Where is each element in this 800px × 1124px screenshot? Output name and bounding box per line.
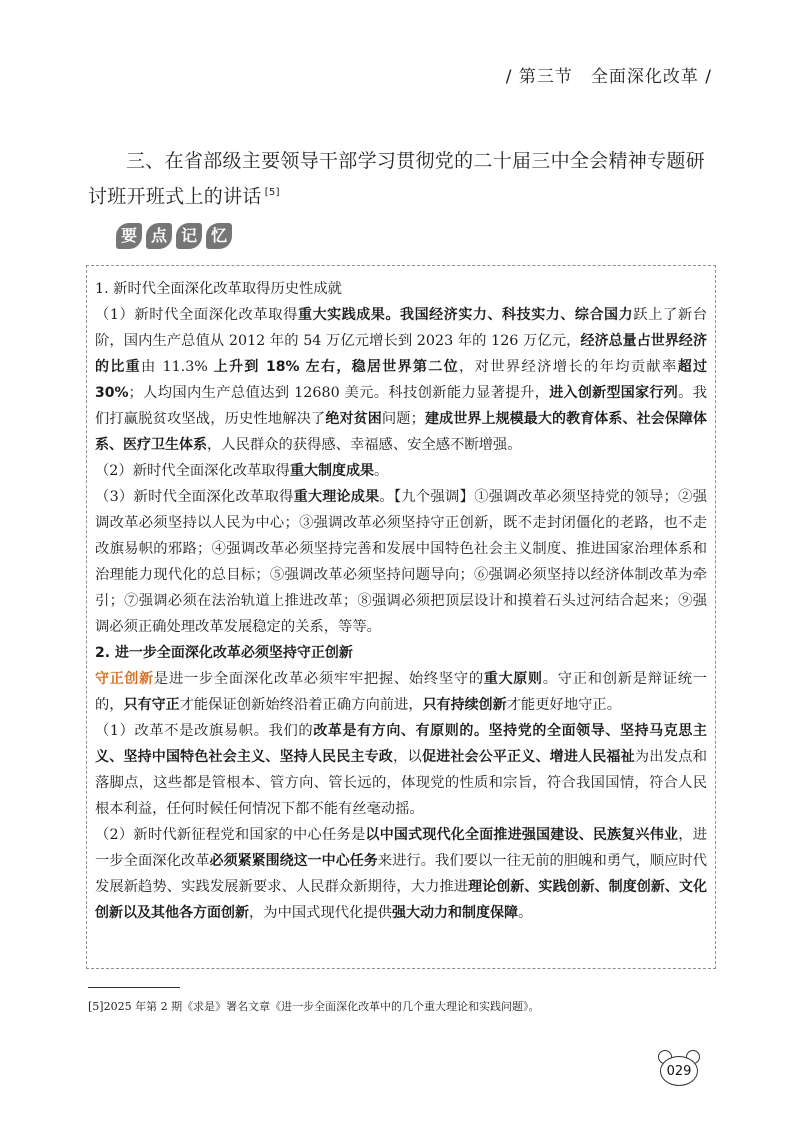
key-points-box (86, 265, 716, 969)
section-title (88, 146, 714, 212)
section-title-text: 三、在省部级主要领导干部学习贯彻党的二十届三中全会精神专题研讨班开班式上的讲话 (88, 150, 706, 208)
paragraph-1-3: （3）新时代全面深化改革取得重大理论成果。【九个强调】①强调改革必须坚持党的领导；②强调改革必须坚持以人民为中心；③强调改革必须坚持守正创新，既不走封闭僵化的老路，也不走改旗易帜的邪路；④强调改革必须坚持完善和发展中国特色社会主义制度、推进国家治理体系和治理能力现代化的总目标；⑤强调改革必须坚持问题导向；⑥强调必须坚持以经济体制改革为牵引；⑦强调必须在法治轨道上推进改革；⑧强调必须把顶层设计和摸着石头过河结合起来；⑨强调必须正确处理改革发展稳定的关系，等等。 (95, 489, 707, 635)
footnote: [5]2025 年第 2 期《求是》署名文章《进一步全面深化改革中的几个重大理论和实践问题》。 (88, 1000, 540, 1013)
badge-char: 要 (116, 223, 142, 249)
running-header: / 第三节 全面深化改革 / (505, 67, 712, 87)
heading-1: 1. 新时代全面深化改革取得历史性成就 (95, 281, 342, 297)
page-number-badge (658, 1050, 700, 1088)
paragraph-2-1: （1）改革不是改旗易帜。我们的改革是有方向、有原则的。坚持党的全面领导、坚持马克思主义、坚持中国特色社会主义、坚持人民民主专政，以促进社会公平正义、增进人民福祉为出发点和落脚点，这些都是管根本、管方向、管长远的，体现党的性质和宗旨，符合我国国情，符合人民根本利益，任何时候任何情况下都不能有丝毫动摇。 (95, 723, 708, 817)
paragraph-2-intro: 守正创新是进一步全面深化改革必须牢牢把握、始终坚守的重大原则。守正和创新是辩证统一的，只有守正才能保证创新始终沿着正确方向前进，只有持续创新才能更好地守正。 (95, 671, 708, 713)
paragraph-1-2: （2）新时代全面深化改革取得重大制度成果。 (95, 463, 389, 479)
paragraph-1-1: （1）新时代全面深化改革取得重大实践成果。我国经济实力、科技实力、综合国力跃上了新台阶，国内生产总值从 2012 年的 54 万亿元增长到 2023 年的 126 万亿元，经济总量占世界经济的比重由 11.3% 上升到 18% 左右，稳居世界第二位，对世界经济增长的年均贡献率超过 30%；人均国内生产总值达到 12680 美元。科技创新能力显著提升，进入创新型国家行列。我们打赢脱贫攻坚战，历史性地解决了绝对贫困问题；建成世界上规模最大的教育体系、社会保障体系、医疗卫生体系，人民群众的获得感、幸福感、安全感不断增强。 (95, 307, 708, 453)
heading-2: 2. 进一步全面深化改革必须坚持守正创新 (95, 645, 353, 661)
highlight-term: 守正创新 (95, 671, 154, 687)
badge-char: 忆 (206, 223, 232, 249)
paragraph-2-2: （2）新时代新征程党和国家的中心任务是以中国式现代化全面推进强国建设、民族复兴伟业，进一步全面深化改革必须紧紧围绕这一中心任务来进行。我们要以一往无前的胆魄和勇气，顺应时代发展新趋势、实践发展新要求、人民群众新期待，大力推进理论创新、实践创新、制度创新、文化创新以及其他各方面创新，为中国式现代化提供强大动力和制度保障。 (95, 827, 708, 921)
badge-char: 记 (176, 223, 202, 249)
badge-char: 点 (146, 223, 172, 249)
page-number: 029 (660, 1056, 698, 1086)
key-points-badge (116, 223, 232, 249)
footnote-ref: [5] (264, 187, 280, 198)
footnote-divider (88, 987, 180, 988)
